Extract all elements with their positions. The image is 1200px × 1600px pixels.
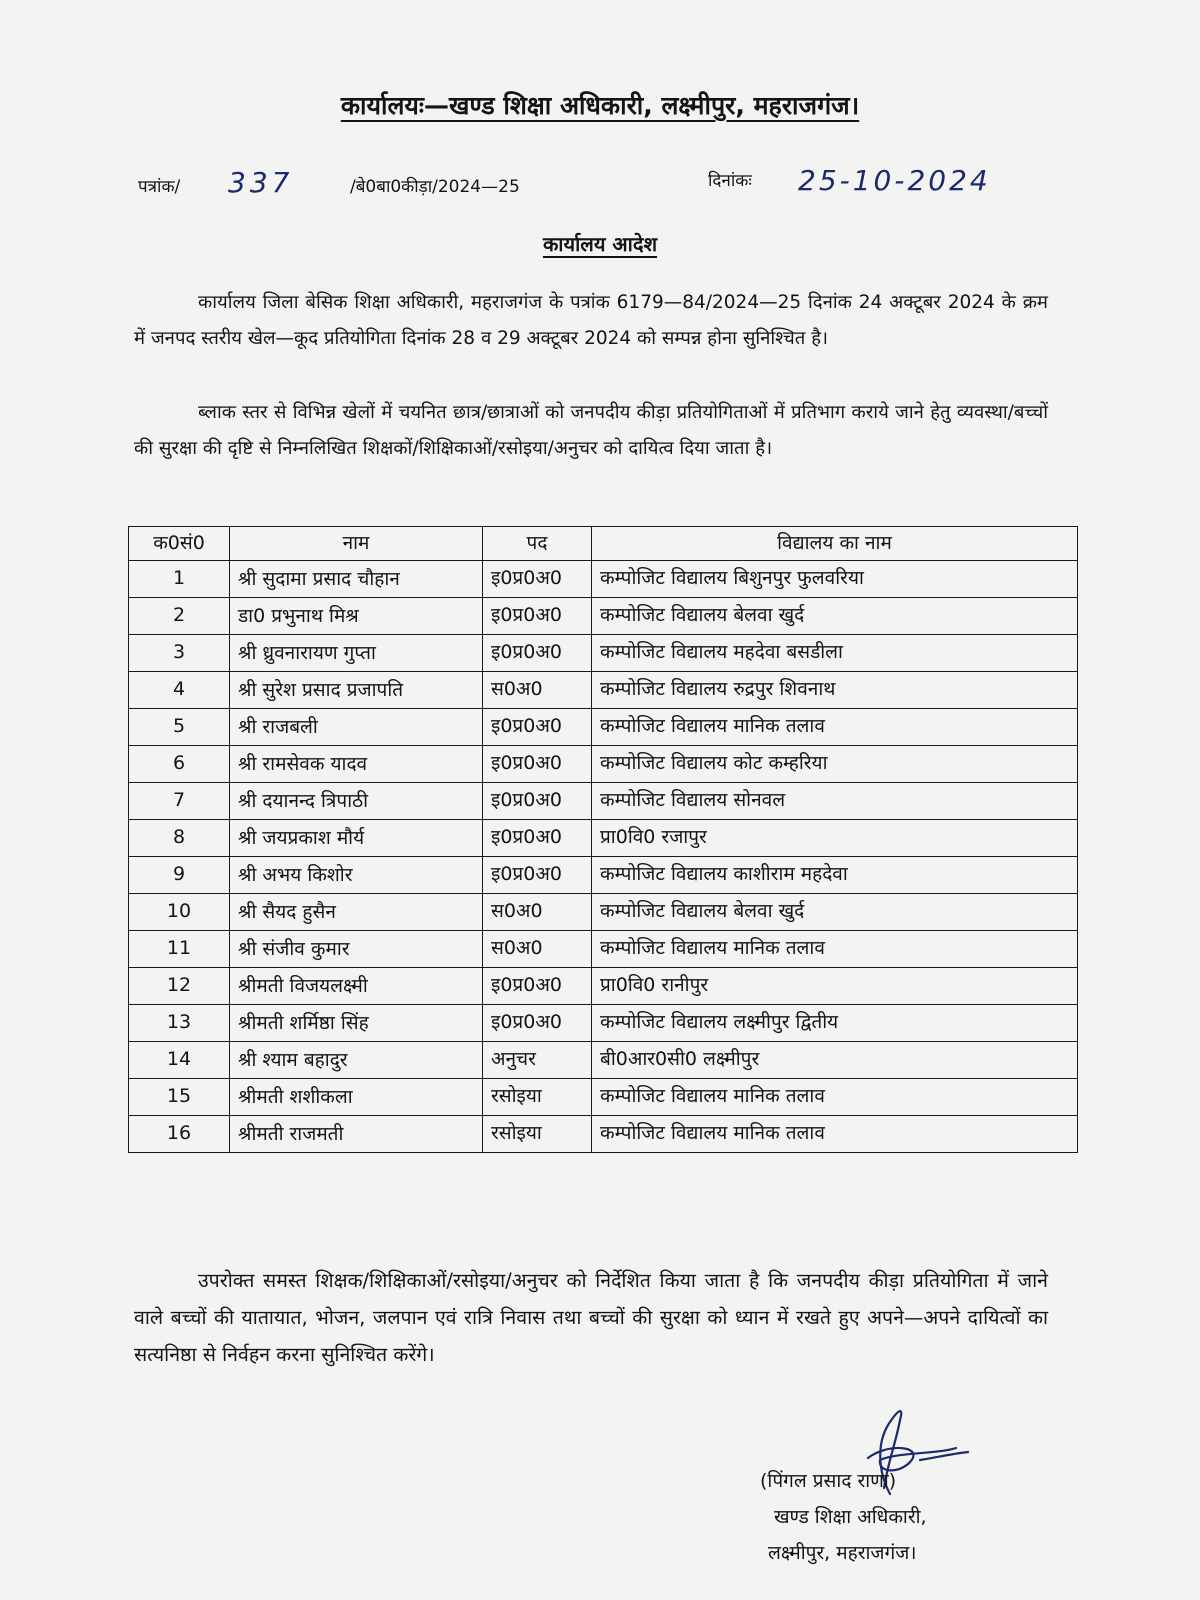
staff-table-body [129,561,1078,1153]
table-row [129,1005,1078,1042]
date-value: 25-10-2024 [798,164,991,197]
school-cell: कम्पोजिट विद्यालय रुद्रपुर शिवनाथ [592,672,1078,709]
reference-label: पत्रांक/ [138,177,181,197]
post-cell: स0अ0 [483,894,592,931]
post-cell: इ0प्र0अ0 [483,561,592,598]
table-row [129,561,1078,598]
header-post: पद [483,527,592,561]
serial-cell: 16 [129,1116,230,1153]
post-cell: रसोइया [483,1079,592,1116]
serial-cell: 6 [129,746,230,783]
order-title-text: कार्यालय आदेश [542,232,658,256]
post-cell: इ0प्र0अ0 [483,820,592,857]
table-header-row [129,527,1078,561]
school-cell: कम्पोजिट विद्यालय बेलवा खुर्द [592,598,1078,635]
post-cell: इ0प्र0अ0 [483,635,592,672]
serial-cell: 3 [129,635,230,672]
serial-cell: 13 [129,1005,230,1042]
school-cell: कम्पोजिट विद्यालय कोट कम्हरिया [592,746,1078,783]
serial-cell: 12 [129,968,230,1005]
school-cell: कम्पोजिट विद्यालय बिशुनपुर फुलवरिया [592,561,1078,598]
header-school: विद्यालय का नाम [592,527,1078,561]
school-cell: कम्पोजिट विद्यालय मानिक तलाव [592,1079,1078,1116]
school-cell: बी0आर0सी0 लक्ष्मीपुर [592,1042,1078,1079]
serial-cell: 14 [129,1042,230,1079]
school-cell: कम्पोजिट विद्यालय लक्ष्मीपुर द्वितीय [592,1005,1078,1042]
signatory-location: लक्ष्मीपुर, महराजगंज। [768,1542,917,1564]
school-cell: कम्पोजिट विद्यालय बेलवा खुर्द [592,894,1078,931]
reference-suffix: /बे0बा0कीड़ा/2024—25 [350,177,520,197]
serial-cell: 11 [129,931,230,968]
school-cell: प्रा0वि0 रानीपुर [592,968,1078,1005]
post-cell: इ0प्र0अ0 [483,746,592,783]
name-cell: श्रीमती राजमती [230,1116,483,1153]
post-cell: इ0प्र0अ0 [483,783,592,820]
signatory-designation: खण्ड शिक्षा अधिकारी, [774,1506,927,1528]
serial-cell: 2 [129,598,230,635]
table-row [129,635,1078,672]
serial-cell: 1 [129,561,230,598]
post-cell: रसोइया [483,1116,592,1153]
reference-number: 337 [228,166,294,199]
table-row [129,894,1078,931]
name-cell: श्रीमती शशीकला [230,1079,483,1116]
serial-cell: 8 [129,820,230,857]
school-cell: कम्पोजिट विद्यालय मानिक तलाव [592,931,1078,968]
table-row [129,931,1078,968]
post-cell: अनुचर [483,1042,592,1079]
office-header-text: कार्यालयः—खण्ड शिक्षा अधिकारी, लक्ष्मीपुर, महराजगंज। [340,91,860,120]
serial-cell: 7 [129,783,230,820]
serial-cell: 10 [129,894,230,931]
post-cell: स0अ0 [483,931,592,968]
serial-cell: 15 [129,1079,230,1116]
name-cell: श्री सुरेश प्रसाद प्रजापति [230,672,483,709]
name-cell: श्री संजीव कुमार [230,931,483,968]
table-row [129,672,1078,709]
post-cell: इ0प्र0अ0 [483,857,592,894]
table-row [129,709,1078,746]
office-header [0,88,1200,122]
header-name: नाम [230,527,483,561]
intro-paragraph: कार्यालय जिला बेसिक शिक्षा अधिकारी, महराजगंज के पत्रांक 6179—84/2024—25 दिनांक 24 अक्टूबर 2024 के क्रम में जनपद स्तरीय खेल—कूद प्रतियोगिता दिनांक 28 व 29 अक्टूबर 2024 को सम्पन्न होना सुनिश्चित है। [134,292,1048,349]
reference-line [138,166,1068,206]
table-row [129,968,1078,1005]
table-row [129,783,1078,820]
assignment-paragraph: ब्लाक स्तर से विभिन्न खेलों में चयनित छात्र/छात्राओं को जनपदीय कीड़ा प्रतियोगिताओं में प्रतिभाग कराये जाने हेतु व्यवस्था/बच्चों की सुरक्षा की दृष्टि से निम्नलिखित शिक्षकों/शिक्षिकाओं/रसोइया/अनुचर को दायित्व दिया जाता है। [134,402,1048,459]
post-cell: इ0प्र0अ0 [483,1005,592,1042]
name-cell: श्री दयानन्द त्रिपाठी [230,783,483,820]
name-cell: श्रीमती विजयलक्ष्मी [230,968,483,1005]
name-cell: श्री सैयद हुसैन [230,894,483,931]
name-cell: श्री श्याम बहादुर [230,1042,483,1079]
closing-paragraph: उपरोक्त समस्त शिक्षक/शिक्षिकाओं/रसोइया/अनुचर को निर्देशित किया जाता है कि जनपदीय कीड़ा प्रतियोगिता में जाने वाले बच्चों की यातायात, भोजन, जलपान एवं रात्रि निवास तथा बच्चों की सुरक्षा को ध्यान में रखते हुए अपने—अपने दायित्वों का सत्यनिष्ठा से निर्वहन करना सुनिश्चित करेंगे। [134,1269,1048,1366]
serial-cell: 9 [129,857,230,894]
serial-cell: 5 [129,709,230,746]
name-cell: श्री जयप्रकाश मौर्य [230,820,483,857]
name-cell: डा0 प्रभुनाथ मिश्र [230,598,483,635]
serial-cell: 4 [129,672,230,709]
table-row [129,1116,1078,1153]
name-cell: श्री अभय किशोर [230,857,483,894]
signature-block [760,1463,1020,1571]
header-serial: क0सं0 [129,527,230,561]
order-title [0,230,1200,257]
school-cell: कम्पोजिट विद्यालय मानिक तलाव [592,1116,1078,1153]
post-cell: इ0प्र0अ0 [483,968,592,1005]
table-row [129,746,1078,783]
table-row [129,598,1078,635]
post-cell: इ0प्र0अ0 [483,598,592,635]
school-cell: कम्पोजिट विद्यालय मानिक तलाव [592,709,1078,746]
table-row [129,820,1078,857]
table-row [129,1042,1078,1079]
school-cell: कम्पोजिट विद्यालय काशीराम महदेवा [592,857,1078,894]
school-cell: कम्पोजिट विद्यालय महदेवा बसडीला [592,635,1078,672]
table-row [129,857,1078,894]
post-cell: इ0प्र0अ0 [483,709,592,746]
staff-table [128,526,1078,1153]
post-cell: स0अ0 [483,672,592,709]
name-cell: श्री ध्रुवनारायण गुप्ता [230,635,483,672]
date-label: दिनांकः [708,171,752,191]
school-cell: कम्पोजिट विद्यालय सोनवल [592,783,1078,820]
name-cell: श्रीमती शर्मिष्ठा सिंह [230,1005,483,1042]
signatory-name: (पिंगल प्रसाद राणा) [760,1470,897,1492]
name-cell: श्री सुदामा प्रसाद चौहान [230,561,483,598]
name-cell: श्री राजबली [230,709,483,746]
table-row [129,1079,1078,1116]
name-cell: श्री रामसेवक यादव [230,746,483,783]
school-cell: प्रा0वि0 रजापुर [592,820,1078,857]
